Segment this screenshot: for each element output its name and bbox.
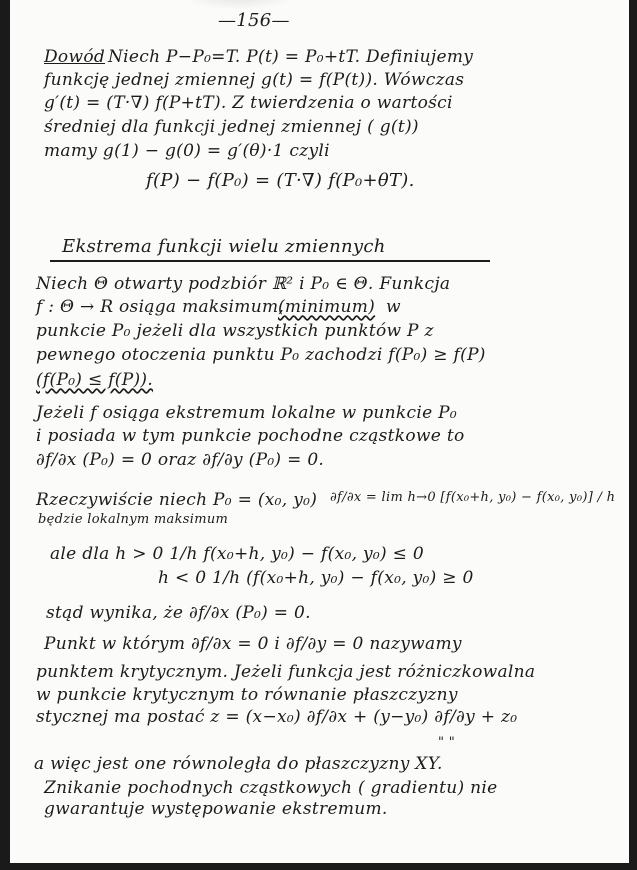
proof-label: Dowód <box>44 47 106 67</box>
heading-underline <box>50 260 490 262</box>
text-line: Punkt w którym ∂f/∂x = 0 i ∂f/∂y = 0 nazywamy <box>44 634 462 654</box>
text-line: stąd wynika, że ∂f/∂x (P₀) = 0. <box>46 603 311 623</box>
text-line: Niech Θ otwarty podzbiór ℝ² i P₀ ∈ Θ. Funkcja <box>36 274 451 294</box>
proof-line: Niech P−P₀=T. P(t) = P₀+tT. Definiujemy <box>108 47 474 67</box>
page-number: —156— <box>218 10 290 31</box>
formula-line: ∂f/∂x (P₀) = 0 oraz ∂f/∂y (P₀) = 0. <box>36 450 325 470</box>
proof-line: g′(t) = (T·∇) f(P+tT). Z twierdzenia o wartości <box>44 93 453 113</box>
text-line: Jeżeli f osiąga ekstremum lokalne w punkcie P₀ <box>36 403 457 423</box>
text-line: w punkcie krytycznym to równanie płaszczyzny <box>36 685 458 705</box>
text-line: (f(P₀) ≤ f(P)). <box>36 370 154 390</box>
proof-line: średniej dla funkcji jednej zmiennej ( g(t)) <box>44 117 419 137</box>
formula-line: ale dla h > 0 1/h f(x₀+h, y₀) − f(x₀, y₀) ≤ 0 <box>50 544 424 564</box>
text-line: punkcie P₀ jeżeli dla wszystkich punktów P z <box>36 321 434 341</box>
text-line: punktem krytycznym. Jeżeli funkcja jest różniczkowalna <box>36 662 536 682</box>
ditto-marks: " " <box>438 735 455 750</box>
text-line: i posiada w tym punkcie pochodne cząstkowe to <box>36 426 465 446</box>
text-line: będzie lokalnym maksimum <box>38 512 229 527</box>
notebook-page <box>10 0 629 863</box>
proof-conclusion: f(P) − f(P₀) = (T·∇) f(P₀+θT). <box>146 170 415 191</box>
text-line: Rzeczywiście niech P₀ = (x₀, y₀) <box>36 490 318 510</box>
text-line-minimum: (minimum) <box>278 297 376 317</box>
formula-limit: ∂f/∂x = lim h→0 [f(x₀+h, y₀) − f(x₀, y₀)] / h <box>330 490 616 505</box>
text-line: gwarantuje występowanie ekstremum. <box>44 799 388 819</box>
text-line: Znikanie pochodnych cząstkowych ( gradientu) nie <box>44 778 498 798</box>
text-line: w <box>386 297 401 317</box>
text-line: a więc jest one równoległa do płaszczyzny XY. <box>34 754 443 774</box>
formula-line: stycznej ma postać z = (x−x₀) ∂f/∂x + (y−y₀) ∂f/∂y + z₀ <box>36 707 518 727</box>
section-heading: Ekstrema funkcji wielu zmiennych <box>62 236 386 257</box>
text-line: pewnego otoczenia punktu P₀ zachodzi f(P₀) ≥ f(P) <box>36 345 486 365</box>
formula-line: h < 0 1/h (f(x₀+h, y₀) − f(x₀, y₀) ≥ 0 <box>158 568 474 588</box>
text-line: f : Θ → R osiąga maksimum, <box>36 297 285 317</box>
proof-line: funkcję jednej zmiennej g(t) = f(P(t)). Wówczas <box>44 70 465 90</box>
proof-line: mamy g(1) − g(0) = g′(θ)·1 czyli <box>44 141 330 161</box>
scan-smudge <box>180 0 300 10</box>
